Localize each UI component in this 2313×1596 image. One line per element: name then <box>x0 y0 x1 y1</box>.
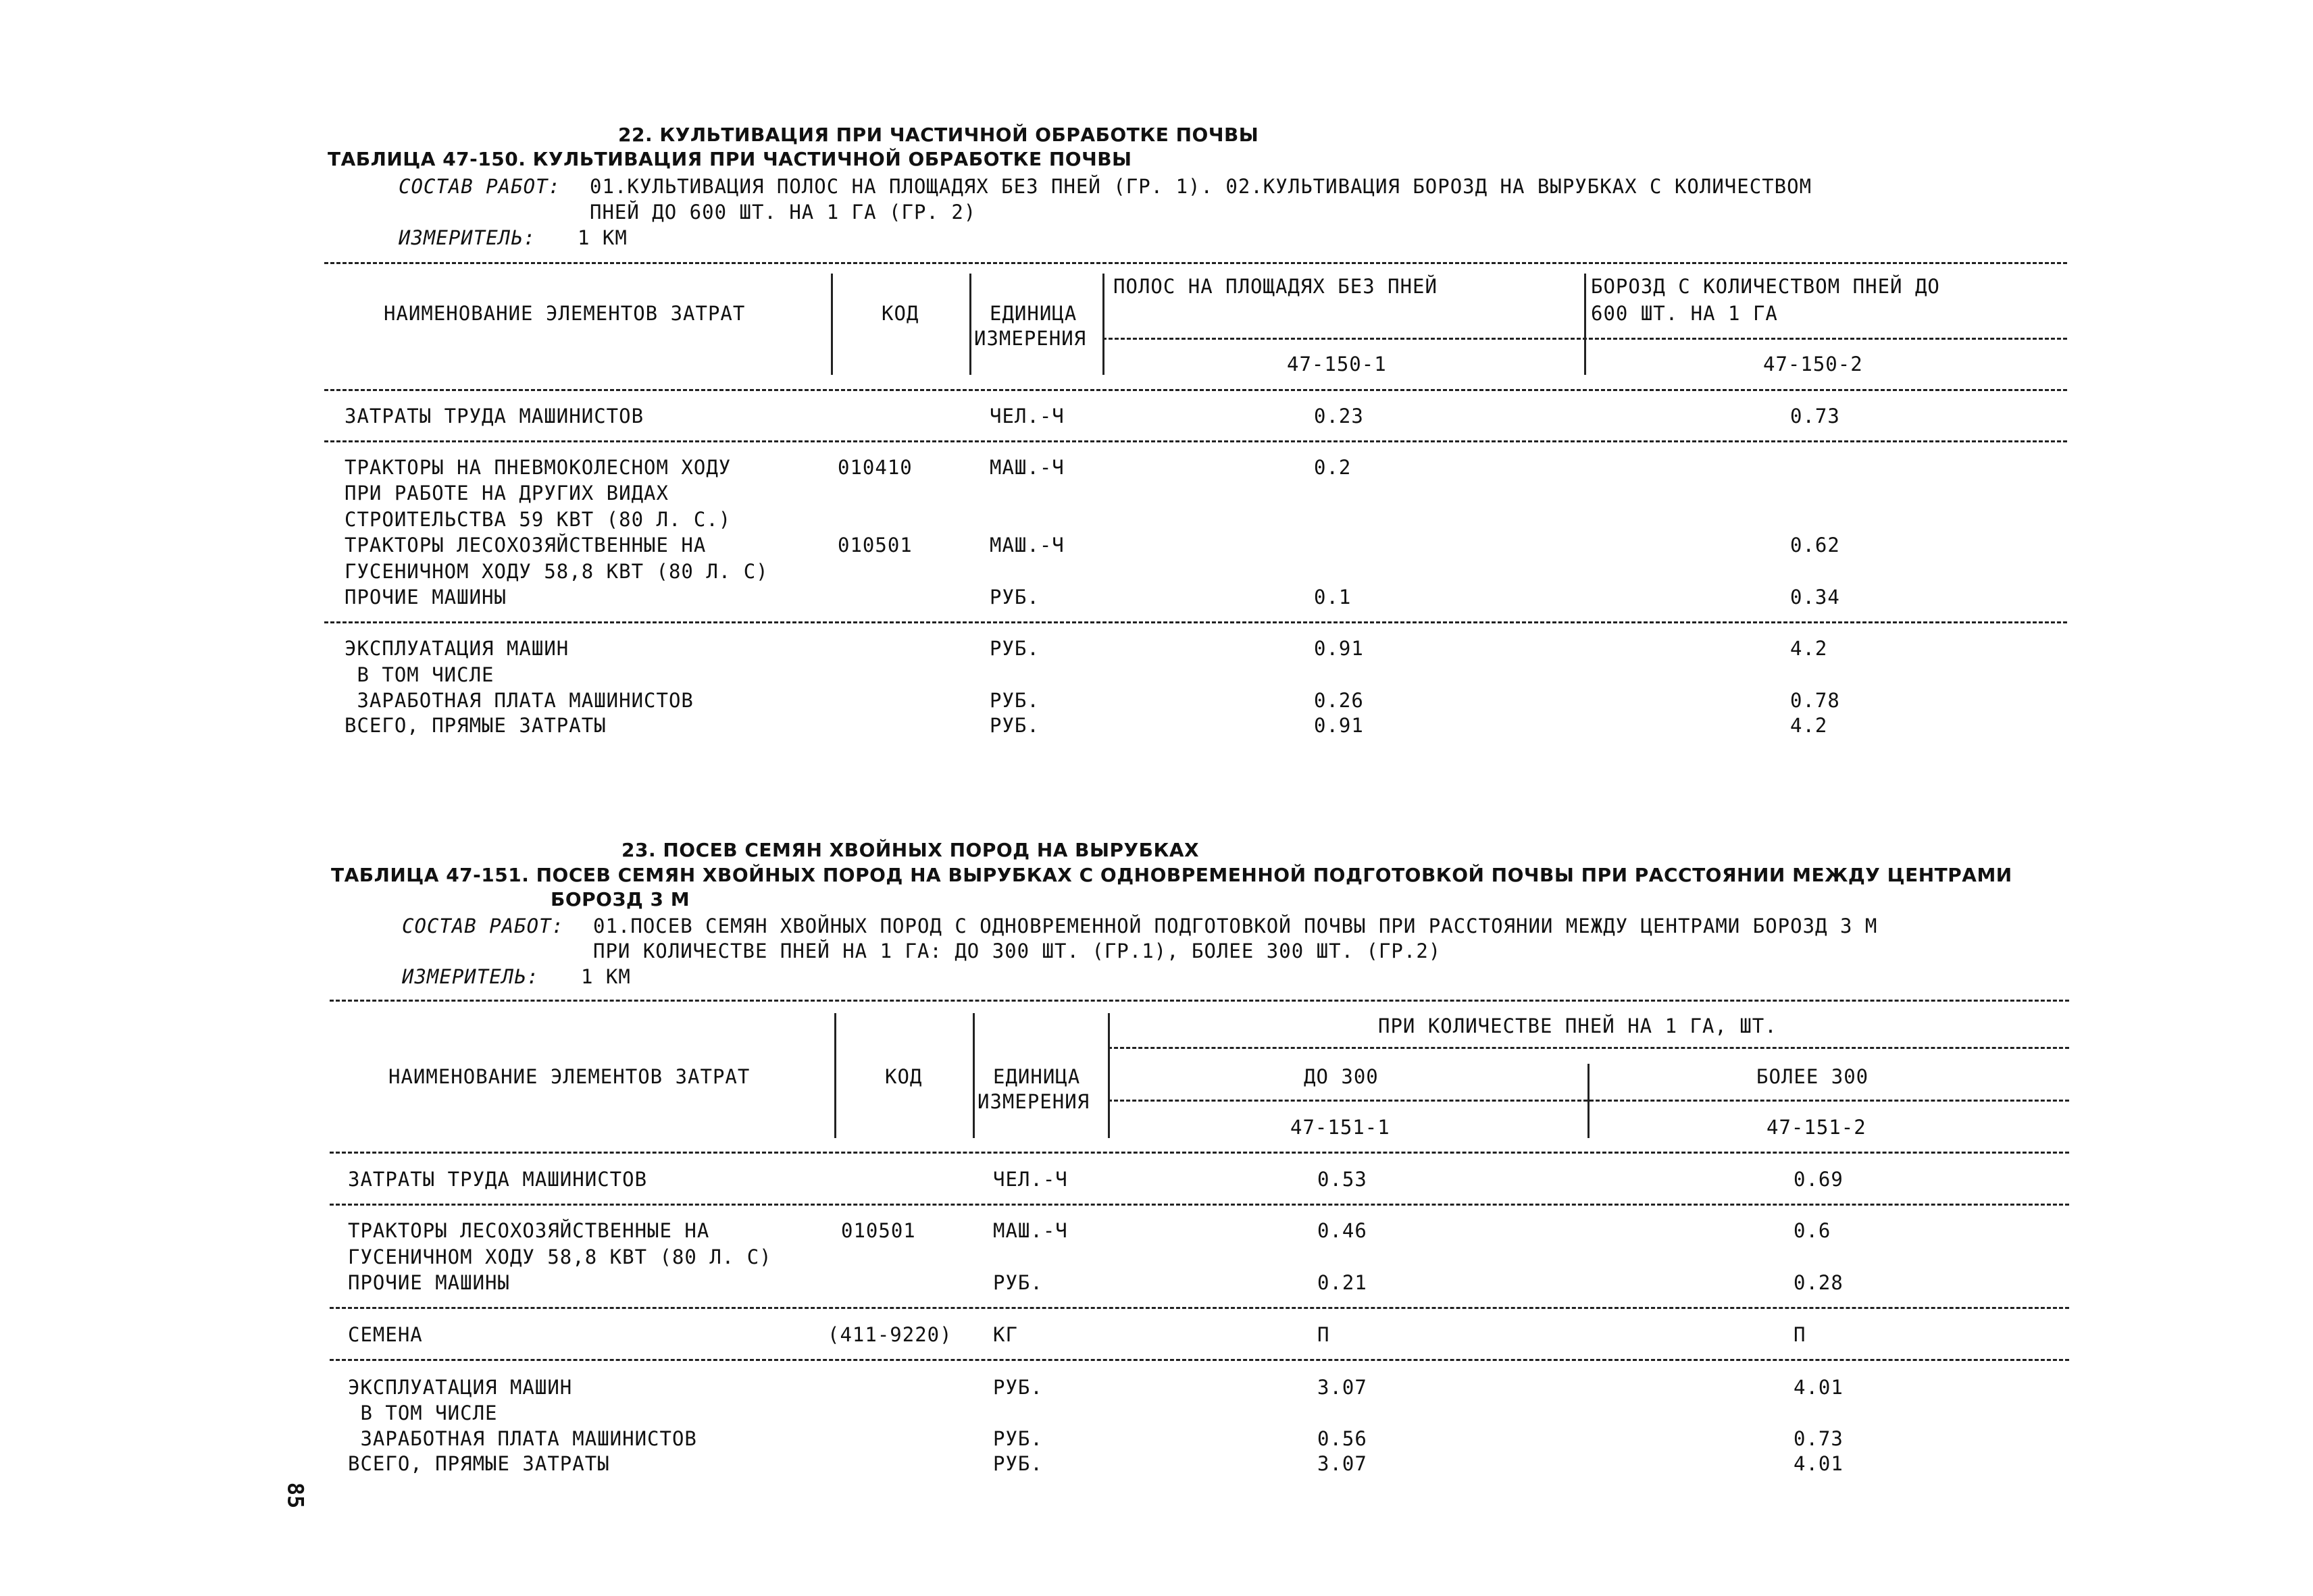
section-heading: 23. ПОСЕВ СЕМЯН ХВОЙНЫХ ПОРОД НА ВЫРУБКАХ <box>621 839 1200 861</box>
work-composition-text: 01.КУЛЬТИВАЦИЯ ПОЛОС НА ПЛОЩАДЯХ БЕЗ ПНЕЙ (ГР. 1). 02.КУЛЬТИВАЦИЯ БОРОЗД НА ВЫРУБКАХ С КОЛИЧЕСТВОМ <box>590 175 1812 198</box>
work-composition-text: ПРИ КОЛИЧЕСТВЕ ПНЕЙ НА 1 ГА: ДО 300 ШТ. (ГР.1), БОЛЕЕ 300 ШТ. (ГР.2) <box>593 939 1442 962</box>
table-rule <box>1108 1100 2069 1102</box>
table-rule <box>324 440 2067 442</box>
header-group: ПРИ КОЛИЧЕСТВЕ ПНЕЙ НА 1 ГА, ШТ. <box>1378 1014 1777 1037</box>
row-unit: МАШ.-Ч <box>990 456 1065 479</box>
header-unit: ИЗМЕРЕНИЯ <box>974 327 1087 350</box>
work-composition-label: СОСТАВ РАБОТ: <box>402 915 564 937</box>
row-value: 0.91 <box>1314 637 1364 660</box>
row-name: ЗАТРАТЫ ТРУДА МАШИНИСТОВ <box>348 1168 648 1191</box>
table-rule <box>330 1307 2069 1309</box>
row-unit: РУБ. <box>990 637 1040 660</box>
row-name: ГУСЕНИЧНОМ ХОДУ 58,8 КВТ (80 Л. С) <box>345 560 769 583</box>
work-composition-text: ПНЕЙ ДО 600 ШТ. НА 1 ГА (ГР. 2) <box>590 201 977 224</box>
column-divider <box>973 1013 975 1138</box>
table-title: БОРОЗД 3 М <box>551 888 690 910</box>
row-value: 0.73 <box>1794 1427 1844 1450</box>
work-composition-text: 01.ПОСЕВ СЕМЯН ХВОЙНЫХ ПОРОД С ОДНОВРЕМЕННОЙ ПОДГОТОВКОЙ ПОЧВЫ ПРИ РАССТОЯНИИ МЕЖДУ ЦЕНТРАМИ БОРОЗД 3 М <box>593 915 1878 937</box>
row-name: В ТОМ ЧИСЛЕ <box>348 1401 498 1424</box>
row-name: ВСЕГО, ПРЯМЫЕ ЗАТРАТЫ <box>345 714 607 737</box>
row-code: 010501 <box>838 534 913 557</box>
row-unit: РУБ. <box>990 689 1040 712</box>
column-divider <box>969 274 971 375</box>
table-rule <box>324 621 2067 623</box>
row-name: ЗАРАБОТНАЯ ПЛАТА МАШИНИСТОВ <box>345 689 694 712</box>
meter-label: ИЗМЕРИТЕЛЬ: <box>399 226 536 249</box>
column-divider <box>831 274 833 375</box>
row-unit: РУБ. <box>993 1376 1043 1399</box>
row-unit: РУБ. <box>993 1452 1043 1475</box>
table-rule <box>1102 338 2067 340</box>
row-name: ПРИ РАБОТЕ НА ДРУГИХ ВИДАХ <box>345 482 669 505</box>
header-unit: ЕДИНИЦА <box>990 302 1077 325</box>
table-title: ТАБЛИЦА 47-150. КУЛЬТИВАЦИЯ ПРИ ЧАСТИЧНОЙ ОБРАБОТКЕ ПОЧВЫ <box>328 148 1132 170</box>
row-name: ГУСЕНИЧНОМ ХОДУ 58,8 КВТ (80 Л. С) <box>348 1245 772 1268</box>
meter-value: 1 КМ <box>581 965 631 988</box>
header-col1-code: 47-151-1 <box>1290 1116 1390 1139</box>
row-name: ТРАКТОРЫ ЛЕСОХОЗЯЙСТВЕННЫЕ НА <box>348 1219 710 1242</box>
header-unit: ИЗМЕРЕНИЯ <box>977 1090 1090 1113</box>
row-value: П <box>1317 1323 1330 1346</box>
table-rule <box>330 1359 2069 1361</box>
header-unit: ЕДИНИЦА <box>993 1065 1081 1088</box>
row-name: ЗАРАБОТНАЯ ПЛАТА МАШИНИСТОВ <box>348 1427 697 1450</box>
row-code: (411-9220) <box>828 1323 952 1346</box>
row-value: 0.78 <box>1790 689 1840 712</box>
row-name: ПРОЧИЕ МАШИНЫ <box>348 1271 510 1294</box>
row-name: СТРОИТЕЛЬСТВА 59 КВТ (80 Л. С.) <box>345 508 732 531</box>
table-rule <box>324 262 2067 264</box>
row-value: 0.23 <box>1314 405 1364 428</box>
row-value: 0.26 <box>1314 689 1364 712</box>
row-value: 3.07 <box>1317 1452 1367 1475</box>
row-value: 4.2 <box>1790 714 1828 737</box>
table-rule <box>330 1000 2069 1002</box>
row-unit: МАШ.-Ч <box>993 1219 1068 1242</box>
row-value: 0.1 <box>1314 586 1352 609</box>
header-col2: БОРОЗД С КОЛИЧЕСТВОМ ПНЕЙ ДО <box>1591 275 1940 298</box>
row-unit: РУБ. <box>993 1427 1043 1450</box>
meter-label: ИЗМЕРИТЕЛЬ: <box>402 965 540 988</box>
row-value: 0.28 <box>1794 1271 1844 1294</box>
table-rule <box>324 389 2067 391</box>
header-name: НАИМЕНОВАНИЕ ЭЛЕМЕНТОВ ЗАТРАТ <box>384 302 746 325</box>
row-value: 0.62 <box>1790 534 1840 557</box>
row-value: 0.34 <box>1790 586 1840 609</box>
row-value: 0.53 <box>1317 1168 1367 1191</box>
header-col2: БОЛЕЕ 300 <box>1756 1065 1869 1088</box>
row-code: 010501 <box>841 1219 916 1242</box>
row-value: 0.56 <box>1317 1427 1367 1450</box>
row-value: 4.2 <box>1790 637 1828 660</box>
work-composition-label: СОСТАВ РАБОТ: <box>399 175 561 198</box>
row-value: 0.46 <box>1317 1219 1367 1242</box>
row-value: 0.73 <box>1790 405 1840 428</box>
meter-value: 1 КМ <box>578 226 628 249</box>
row-name: ТРАКТОРЫ ЛЕСОХОЗЯЙСТВЕННЫЕ НА <box>345 534 707 557</box>
header-col1: ПОЛОС НА ПЛОЩАДЯХ БЕЗ ПНЕЙ <box>1113 275 1438 298</box>
row-value: 4.01 <box>1794 1452 1844 1475</box>
section-heading: 22. КУЛЬТИВАЦИЯ ПРИ ЧАСТИЧНОЙ ОБРАБОТКЕ ПОЧВЫ <box>618 124 1259 146</box>
row-value: 3.07 <box>1317 1376 1367 1399</box>
row-unit: ЧЕЛ.-Ч <box>990 405 1065 428</box>
table-title: ТАБЛИЦА 47-151. ПОСЕВ СЕМЯН ХВОЙНЫХ ПОРОД НА ВЫРУБКАХ С ОДНОВРЕМЕННОЙ ПОДГОТОВКОЙ ПОЧВЫ ПРИ РАССТОЯНИИ МЕЖДУ ЦЕНТРАМИ <box>331 864 2012 886</box>
row-unit: РУБ. <box>990 714 1040 737</box>
header-col1-code: 47-150-1 <box>1287 353 1387 376</box>
row-name: ЗАТРАТЫ ТРУДА МАШИНИСТОВ <box>345 405 644 428</box>
row-unit: МАШ.-Ч <box>990 534 1065 557</box>
row-code: 010410 <box>838 456 913 479</box>
table-rule <box>330 1204 2069 1206</box>
row-unit: ЧЕЛ.-Ч <box>993 1168 1068 1191</box>
row-value: 0.6 <box>1794 1219 1831 1242</box>
row-value: 0.69 <box>1794 1168 1844 1191</box>
row-unit: КГ <box>993 1323 1018 1346</box>
row-value: 0.91 <box>1314 714 1364 737</box>
row-name: ВСЕГО, ПРЯМЫЕ ЗАТРАТЫ <box>348 1452 610 1475</box>
header-code: КОД <box>882 302 919 325</box>
header-col2-code: 47-151-2 <box>1766 1116 1866 1139</box>
header-col2-code: 47-150-2 <box>1763 353 1863 376</box>
row-value: 0.21 <box>1317 1271 1367 1294</box>
row-name: ЭКСПЛУАТАЦИЯ МАШИН <box>348 1376 573 1399</box>
header-name: НАИМЕНОВАНИЕ ЭЛЕМЕНТОВ ЗАТРАТ <box>388 1065 751 1088</box>
row-unit: РУБ. <box>993 1271 1043 1294</box>
table-rule <box>1108 1047 2069 1049</box>
table-rule <box>330 1152 2069 1154</box>
header-col2: 600 ШТ. НА 1 ГА <box>1591 302 1778 325</box>
column-divider <box>834 1013 836 1138</box>
row-name: ТРАКТОРЫ НА ПНЕВМОКОЛЕСНОМ ХОДУ <box>345 456 732 479</box>
row-name: СЕМЕНА <box>348 1323 423 1346</box>
page-number: 85 <box>282 1482 309 1509</box>
column-divider <box>1108 1013 1110 1138</box>
header-code: КОД <box>885 1065 923 1088</box>
row-name: В ТОМ ЧИСЛЕ <box>345 663 494 686</box>
column-divider <box>1102 274 1104 375</box>
row-unit: РУБ. <box>990 586 1040 609</box>
row-name: ПРОЧИЕ МАШИНЫ <box>345 586 507 609</box>
header-col1: ДО 300 <box>1304 1065 1379 1088</box>
row-value: 0.2 <box>1314 456 1352 479</box>
column-divider <box>1584 274 1586 375</box>
row-name: ЭКСПЛУАТАЦИЯ МАШИН <box>345 637 569 660</box>
row-value: П <box>1794 1323 1806 1346</box>
row-value: 4.01 <box>1794 1376 1844 1399</box>
